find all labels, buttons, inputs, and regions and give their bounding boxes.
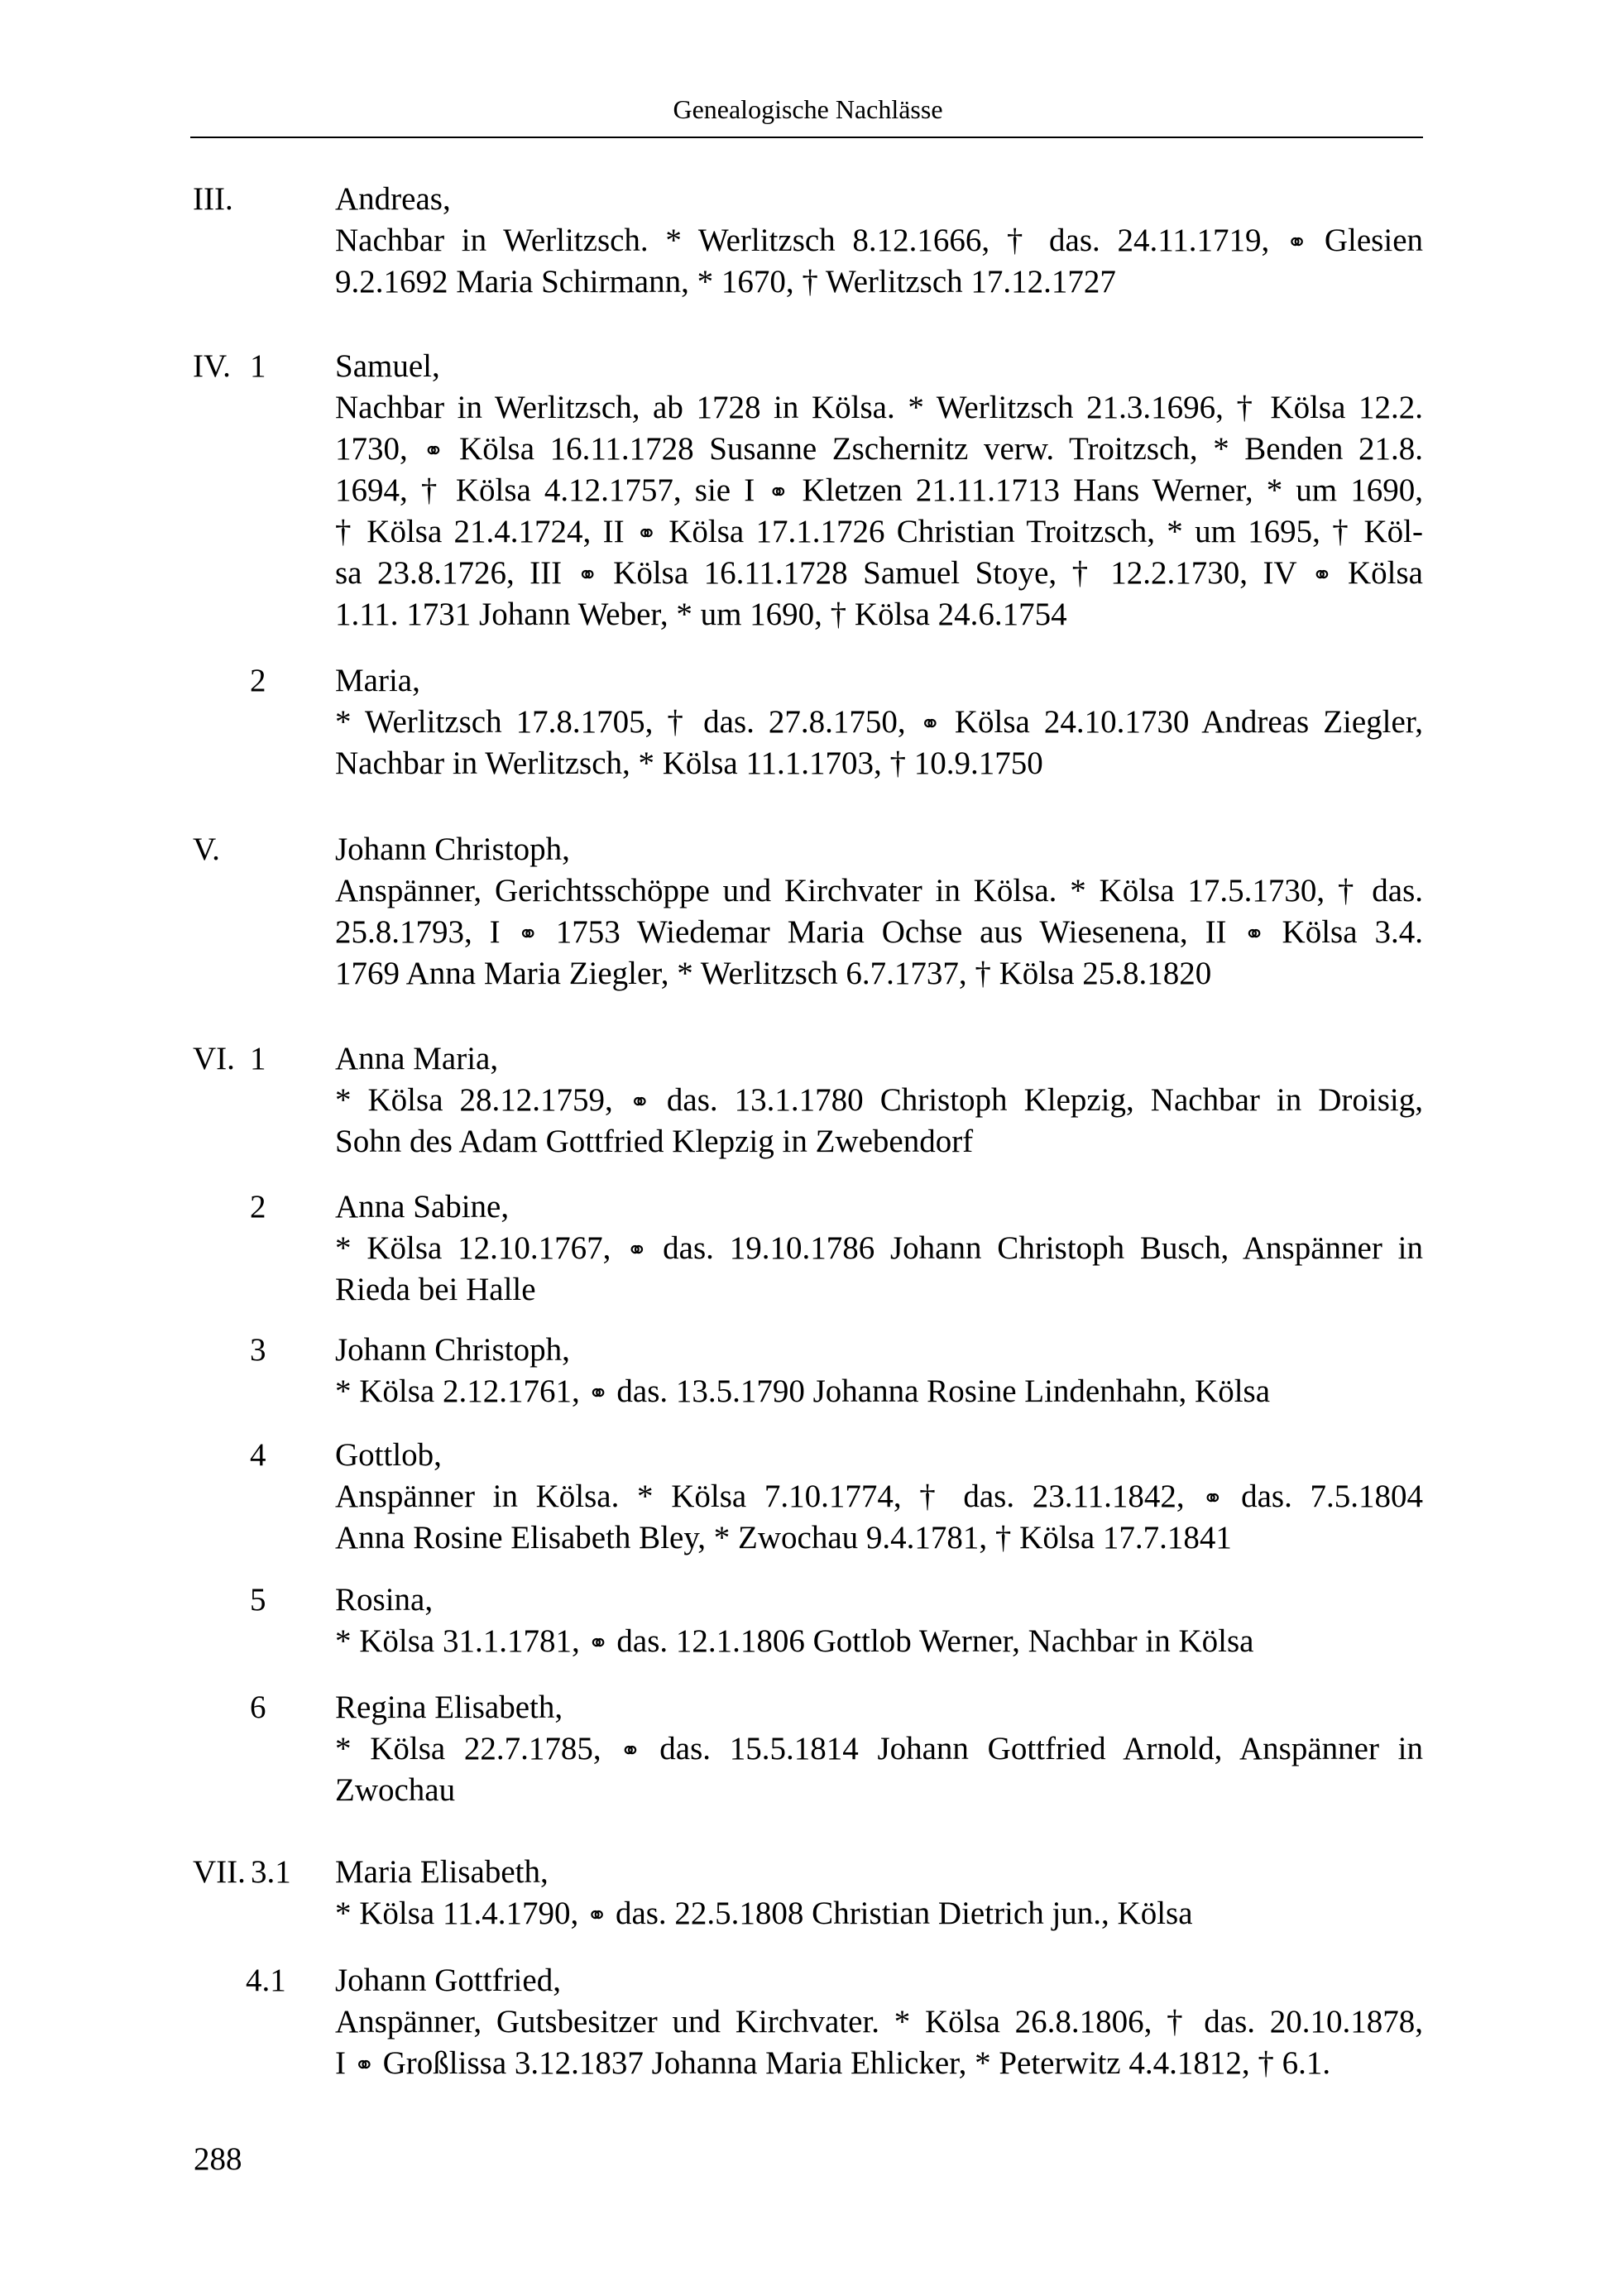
entry-line: 1.11. 1731 Johann Weber, * um 1690, † Kölsa 24.6.1754 <box>335 597 1067 632</box>
marriage-symbol-icon: ⚭ <box>517 920 539 949</box>
entry-line: * Werlitzsch 17.8.1705, † das. 27.8.1750, ⚭ Kölsa 24.10.1730 Andreas Ziegler, <box>335 704 1423 740</box>
person-name: Johann Gottfried, <box>335 1963 561 1998</box>
generation-label: VII. <box>193 1854 246 1890</box>
entry-text <box>335 1330 1423 1412</box>
entry-line: Anna Rosine Elisabeth Bley, * Zwochau 9.4.1781, † Kölsa 17.7.1841 <box>335 1520 1232 1555</box>
entry-text <box>335 1579 1423 1662</box>
entry-line: * Kölsa 28.12.1759, ⚭ das. 13.1.1780 Christoph Klepzig, Nachbar in Droisig, <box>335 1082 1423 1118</box>
marriage-symbol-icon: ⚭ <box>635 520 657 549</box>
entry-line: I ⚭ Großlissa 3.12.1837 Johanna Maria Ehlicker, * Peterwitz 4.4.1812, † 6.1. <box>335 2045 1331 2081</box>
marriage-symbol-icon: ⚭ <box>629 1088 650 1117</box>
entry-number: 3 <box>250 1332 266 1368</box>
entry-text <box>335 179 1423 303</box>
entry-line: * Kölsa 12.10.1767, ⚭ das. 19.10.1786 Johann Christoph Busch, Anspänner in <box>335 1230 1423 1266</box>
entry-text <box>335 660 1423 784</box>
entry-line: * Kölsa 2.12.1761, ⚭ das. 13.5.1790 Johanna Rosine Lindenhahn, Kölsa <box>335 1373 1271 1409</box>
person-name: Johann Christoph, <box>335 832 570 867</box>
entry-text <box>335 1186 1423 1311</box>
entry-number: 4.1 <box>246 1963 286 1998</box>
marriage-symbol-icon: ⚭ <box>423 437 444 466</box>
entry-line: 9.2.1692 Maria Schirmann, * 1670, † Werlitzsch 17.12.1727 <box>335 264 1116 300</box>
entry-line: Anspänner, Gutsbesitzer und Kirchvater. * Kölsa 26.8.1806, † das. 20.10.1878, <box>335 2004 1423 2040</box>
person-name: Andreas, <box>335 181 451 217</box>
generation-label: IV. <box>193 348 231 384</box>
marriage-symbol-icon: ⚭ <box>587 1629 609 1658</box>
entry-line: 1730, ⚭ Kölsa 16.11.1728 Susanne Zschernitz verw. Troitzsch, * Benden 21.8. <box>335 431 1423 467</box>
marriage-symbol-icon: ⚭ <box>919 710 941 739</box>
marriage-symbol-icon: ⚭ <box>1311 561 1333 590</box>
entry-text <box>335 1960 1423 2084</box>
entry-line: * Kölsa 11.4.1790, ⚭ das. 22.5.1808 Christian Dietrich jun., Kölsa <box>335 1896 1193 1931</box>
entry-line: Sohn des Adam Gottfried Klepzig in Zwebendorf <box>335 1124 974 1159</box>
entry-text <box>335 346 1423 635</box>
marriage-symbol-icon: ⚭ <box>768 478 789 507</box>
entry-line: * Kölsa 31.1.1781, ⚭ das. 12.1.1806 Gottlob Werner, Nachbar in Kölsa <box>335 1623 1254 1659</box>
entry-number: 1 <box>250 1041 266 1076</box>
entry-line: 25.8.1793, I ⚭ 1753 Wiedemar Maria Ochse aus Wiesenena, II ⚭ Kölsa 3.4. <box>335 914 1423 950</box>
person-name: Anna Sabine, <box>335 1189 510 1225</box>
person-name: Gottlob, <box>335 1437 442 1473</box>
entry-line: Anspänner in Kölsa. * Kölsa 7.10.1774, † das. 23.11.1842, ⚭ das. 7.5.1804 <box>335 1479 1423 1514</box>
entry-line: Anspänner, Gerichtsschöppe und Kirchvater in Kölsa. * Kölsa 17.5.1730, † das. <box>335 873 1423 908</box>
person-name: Regina Elisabeth, <box>335 1690 563 1725</box>
entry-text <box>335 1435 1423 1559</box>
entry-line: sa 23.8.1726, III ⚭ Kölsa 16.11.1728 Samuel Stoye, † 12.2.1730, IV ⚭ Kölsa <box>335 555 1423 591</box>
generation-label: III. <box>193 181 233 217</box>
person-name: Rosina, <box>335 1582 434 1618</box>
marriage-symbol-icon: ⚭ <box>587 1379 609 1408</box>
entry-number: 2 <box>250 663 266 698</box>
marriage-symbol-icon: ⚭ <box>1287 228 1308 257</box>
entry-number: 2 <box>250 1189 266 1225</box>
entry-line: Nachbar in Werlitzsch, * Kölsa 11.1.1703, † 10.9.1750 <box>335 745 1043 781</box>
page-number: 288 <box>194 2141 242 2177</box>
entry-line: Zwochau <box>335 1772 456 1808</box>
entry-line: Nachbar in Werlitzsch, ab 1728 in Kölsa. * Werlitzsch 21.3.1696, † Kölsa 12.2. <box>335 390 1423 425</box>
entry-line: * Kölsa 22.7.1785, ⚭ das. 15.5.1814 Johann Gottfried Arnold, Anspänner in <box>335 1731 1423 1766</box>
marriage-symbol-icon: ⚭ <box>626 1236 648 1265</box>
marriage-symbol-icon: ⚭ <box>353 2051 375 2080</box>
marriage-symbol-icon: ⚭ <box>620 1737 641 1766</box>
entry-line: Rieda bei Halle <box>335 1272 536 1307</box>
generation-label: VI. <box>193 1041 235 1076</box>
person-name: Anna Maria, <box>335 1041 499 1076</box>
entry-text <box>335 1852 1423 1934</box>
person-name: Maria, <box>335 663 420 698</box>
entry-line: 1694, † Kölsa 4.12.1757, sie I ⚭ Kletzen 21.11.1713 Hans Werner, * um 1690, <box>335 472 1423 508</box>
entry-number: 3.1 <box>251 1854 291 1890</box>
entry-text <box>335 1038 1423 1162</box>
entry-line: Nachbar in Werlitzsch. * Werlitzsch 8.12.1666, † das. 24.11.1719, ⚭ Glesien <box>335 223 1424 258</box>
person-name: Maria Elisabeth, <box>335 1854 549 1890</box>
generation-label: V. <box>193 832 220 867</box>
running-header: Genealogische Nachlässe <box>673 94 943 124</box>
entry-line: † Kölsa 21.4.1724, II ⚭ Kölsa 17.1.1726 Christian Troitzsch, * um 1695, † Köl- <box>335 514 1423 549</box>
marriage-symbol-icon: ⚭ <box>1243 920 1265 949</box>
marriage-symbol-icon: ⚭ <box>1202 1484 1224 1513</box>
entry-number: 1 <box>250 348 266 384</box>
header-rule <box>190 137 1423 138</box>
entry-line: 1769 Anna Maria Ziegler, * Werlitzsch 6.7.1737, † Kölsa 25.8.1820 <box>335 956 1212 991</box>
entry-number: 6 <box>250 1690 266 1725</box>
marriage-symbol-icon: ⚭ <box>577 561 598 590</box>
entry-number: 5 <box>250 1582 266 1618</box>
entry-number: 4 <box>250 1437 266 1473</box>
marriage-symbol-icon: ⚭ <box>587 1901 608 1930</box>
entry-text <box>335 829 1423 995</box>
person-name: Samuel, <box>335 348 440 384</box>
person-name: Johann Christoph, <box>335 1332 570 1368</box>
entry-text <box>335 1687 1423 1811</box>
